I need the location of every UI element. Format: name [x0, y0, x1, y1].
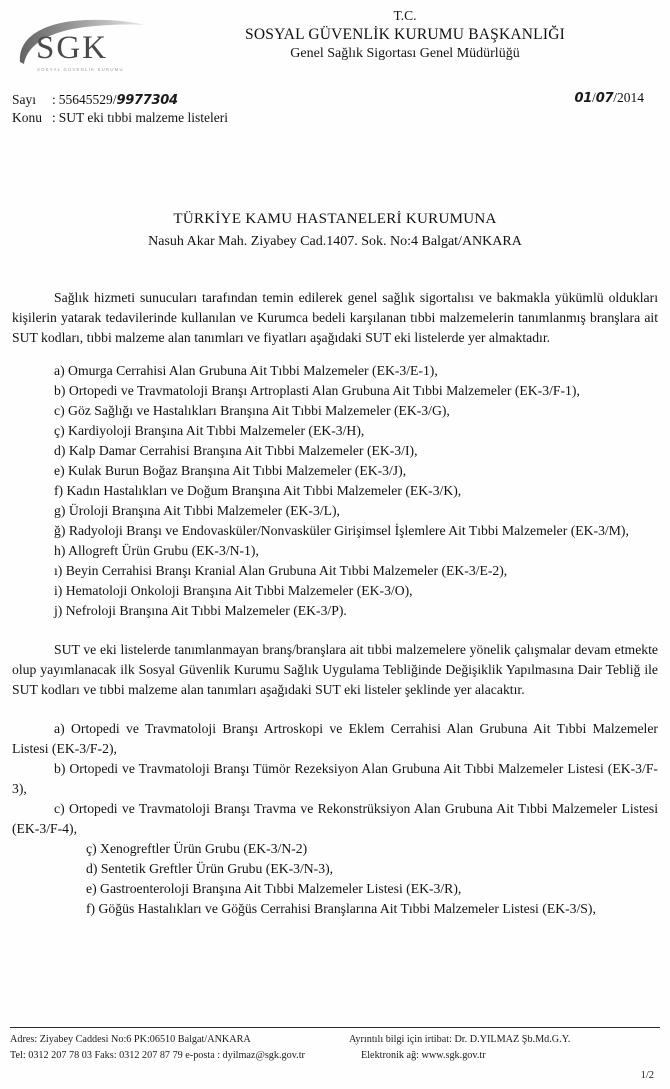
list-item: c) Göz Sağlığı ve Hastalıkları Branşına Ait Tıbbi Malzemeler (EK-3/G),	[54, 402, 450, 418]
footer-left-column	[10, 1032, 335, 1064]
footer-contact: Tel: 0312 207 78 03 Faks: 0312 207 87 79 e-posta : dyilmaz@sgk.gov.tr	[10, 1050, 305, 1062]
date-separator-2: /	[613, 90, 617, 105]
annex-list-2	[12, 719, 658, 919]
list-item: e) Gastroenteroloji Branşına Ait Tıbbi Malzemeler Listesi (EK-3/R),	[86, 880, 462, 896]
document-body	[12, 288, 658, 919]
list-item: j) Nefroloji Branşına Ait Tıbbi Malzemeler (EK-3/P).	[54, 602, 347, 618]
date-year: 2014	[617, 90, 644, 105]
list-item: ğ) Radyoloji Branşı ve Endovasküler/Nonvasküler Girişimsel İşlemlere Ait Tıbbi Malzemeler (EK-3/M),	[54, 522, 629, 538]
list-item: f) Kadın Hastalıkları ve Doğum Branşına Ait Tıbbi Malzemeler (EK-3/K),	[54, 482, 462, 498]
footer-divider	[10, 1027, 660, 1028]
list-item: ç) Xenogreftler Ürün Grubu (EK-3/N-2)	[86, 840, 308, 856]
sayi-handwritten-value: 9977304	[116, 93, 178, 108]
list-item: a) Omurga Cerrahisi Alan Grubuna Ait Tıbbi Malzemeler (EK-3/E-1),	[54, 362, 438, 378]
list-item: b) Ortopedi ve Travmatoloji Branşı Artroplasti Alan Grubuna Ait Tıbbi Malzemeler (EK-3/F-1),	[54, 382, 580, 398]
sayi-colon: :	[52, 92, 56, 107]
addressee-address: Nasuh Akar Mah. Ziyabey Cad.1407. Sok. No:4 Balgat/ANKARA	[148, 233, 522, 249]
list-item: i) Hematoloji Onkoloji Branşına Ait Tıbbi Malzemeler (EK-3/O),	[54, 582, 413, 598]
body-paragraph-2: SUT ve eki listelerde tanımlanmayan branş/branşlara ait tıbbi malzemelere yönelik çalışmalar devam etmekte olup yayımlanacak ilk Sosyal Güvenlik Kurumu Sağlık Uygulama Tebliğinde Değişiklik Yapılmasına Dair Tebliğ ile SUT kodları ve tıbbi malzeme alan tanımları aşağıdaki SUT eki listeler şeklinde yer alacaktır.	[12, 641, 658, 697]
header-titles	[150, 8, 660, 63]
logo-wordmark: SGK	[36, 30, 109, 66]
annex-list-1	[12, 361, 658, 621]
list-item: g) Üroloji Branşına Ait Tıbbi Malzemeler (EK-3/L),	[54, 502, 340, 518]
sayi-label: Sayı	[12, 92, 37, 107]
header-tc: T.C.	[393, 8, 417, 23]
document-header	[0, 0, 670, 82]
list-item: c) Ortopedi ve Travmatoloji Branşı Travma ve Rekonstrüksiyon Alan Grubuna Ait Tıbbi Malzemeler Listesi (EK-3/F-4),	[12, 800, 658, 836]
date-month: 07	[595, 91, 614, 106]
footer-website: Elektronik ağ: www.sgk.gov.tr	[361, 1050, 486, 1062]
list-item: h) Allogreft Ürün Grubu (EK-3/N-1),	[54, 542, 259, 558]
page-number: 1/2	[640, 1070, 654, 1081]
document-meta	[0, 90, 670, 130]
footer-address: Adres: Ziyabey Caddesi No:6 PK:06510 Balgat/ANKARA	[10, 1034, 251, 1046]
list-item: ı) Beyin Cerrahisi Branşı Kranial Alan Grubuna Ait Tıbbi Malzemeler (EK-3/E-2),	[54, 562, 508, 578]
logo-subtitle: SOSYAL GÜVENLİK KURUMU	[37, 67, 124, 72]
list-item: ç) Kardiyoloji Branşına Ait Tıbbi Malzemeler (EK-3/H),	[54, 422, 365, 438]
konu-label: Konu	[12, 110, 42, 125]
sayi-printed-value: 55645529/	[58, 92, 117, 107]
addressee-block	[0, 208, 670, 252]
addressee-name: TÜRKİYE KAMU HASTANELERİ KURUMUNA	[173, 211, 497, 227]
list-item: b) Ortopedi ve Travmatoloji Branşı Tümör Rezeksiyon Alan Grubuna Ait Tıbbi Malzemeler Listesi (EK-3/F-3),	[12, 760, 658, 796]
list-item: f) Göğüs Hastalıkları ve Göğüs Cerrahisi Branşlarına Ait Tıbbi Malzemeler Listesi (EK-3/S),	[86, 900, 596, 916]
document-date	[574, 90, 644, 106]
date-separator-1: /	[591, 90, 596, 105]
body-paragraph-1: Sağlık hizmeti sunucuları tarafından temin edilerek genel sağlık sigortalısı ve bakmakla yükümlü oldukları kişilerin yatarak tedavilerinde kullanılan ve Kurumca bedeli karşılanan tıbbi malzemelerin tanımlanmış branşlara ait SUT kodları, tıbbi malzeme alan tanımları ve fiyatları aşağıdaki SUT eki listelerde yer almaktadır.	[12, 289, 658, 345]
konu-colon: :	[52, 110, 56, 125]
footer-content	[10, 1032, 660, 1064]
konu-value: SUT eki tıbbi malzeme listeleri	[58, 110, 228, 125]
header-department: Genel Sağlık Sigortası Genel Müdürlüğü	[290, 46, 520, 62]
list-item: a) Ortopedi ve Travmatoloji Branşı Artroskopi ve Eklem Cerrahisi Alan Grubuna Ait Tıbbi Malzemeler Listesi (EK-3/F-2),	[12, 720, 658, 756]
footer-right-column	[335, 1032, 660, 1064]
meta-row-konu	[12, 108, 228, 128]
date-day: 01	[574, 91, 592, 106]
header-institution: SOSYAL GÜVENLİK KURUMU BAŞKANLIĞI	[245, 25, 565, 43]
list-item: e) Kulak Burun Boğaz Branşına Ait Tıbbi Malzemeler (EK-3/J),	[54, 462, 407, 478]
list-item: d) Sentetik Greftler Ürün Grubu (EK-3/N-3),	[86, 860, 334, 876]
sgk-logo	[14, 18, 156, 76]
footer-info-contact: Ayrıntılı bilgi için irtibat: Dr. D.YILMAZ Şb.Md.G.Y.	[349, 1034, 571, 1046]
document-footer	[0, 1027, 670, 1081]
list-item: d) Kalp Damar Cerrahisi Branşına Ait Tıbbi Malzemeler (EK-3/I),	[54, 442, 418, 458]
